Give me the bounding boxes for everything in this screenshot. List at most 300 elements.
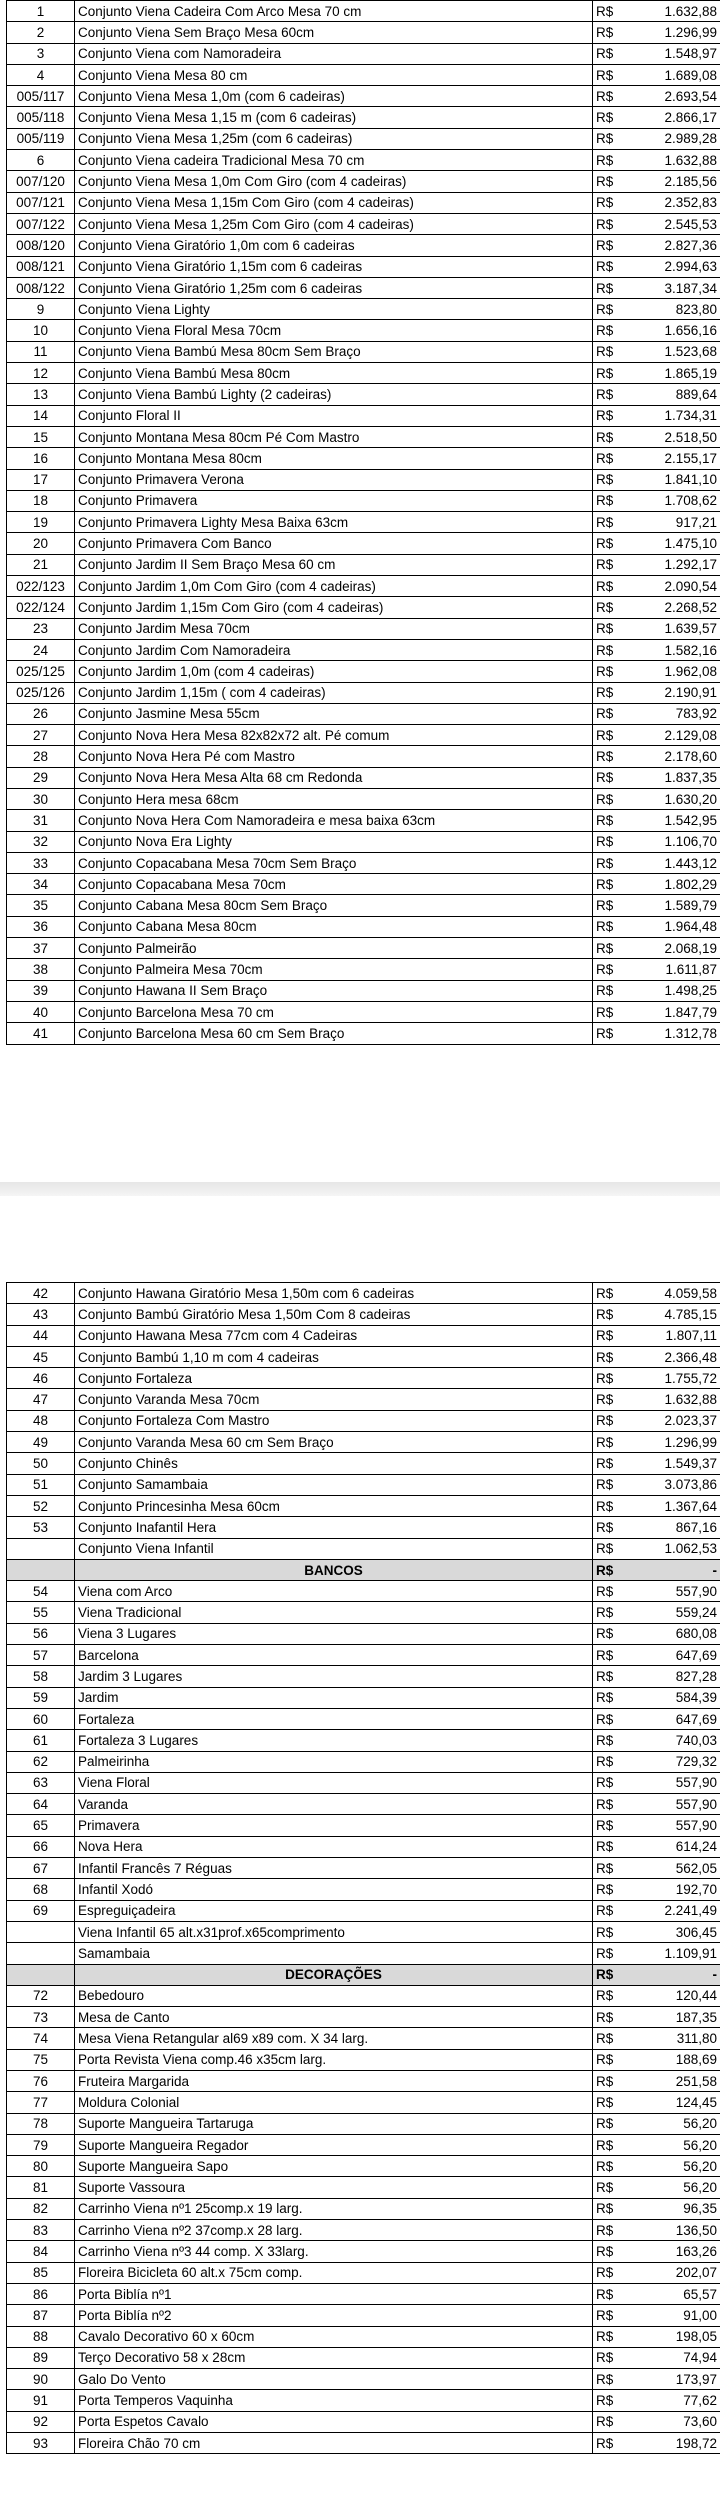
table-row xyxy=(7,1879,720,1900)
currency-symbol: R$ xyxy=(593,2007,621,2028)
item-description: Conjunto Palmeira Mesa 70cm xyxy=(75,959,593,980)
item-code: 92 xyxy=(7,2411,75,2432)
currency-symbol: R$ xyxy=(593,1001,621,1022)
currency-symbol: R$ xyxy=(593,1815,621,1836)
currency-symbol: R$ xyxy=(593,448,621,469)
item-price: 1.109,91 xyxy=(621,1943,720,1964)
currency-symbol: R$ xyxy=(593,2177,621,2198)
item-code: 46 xyxy=(7,1368,75,1389)
item-code: 41 xyxy=(7,1023,75,1044)
item-code: 24 xyxy=(7,639,75,660)
item-description: Jardim xyxy=(75,1687,593,1708)
item-description: Jardim 3 Lugares xyxy=(75,1666,593,1687)
item-description: Conjunto Viena Giratório 1,15m com 6 cadeiras xyxy=(75,256,593,277)
item-code: 82 xyxy=(7,2198,75,2219)
currency-symbol: R$ xyxy=(593,788,621,809)
item-price: 1.292,17 xyxy=(621,554,720,575)
item-price: 1.802,29 xyxy=(621,874,720,895)
item-code: 76 xyxy=(7,2070,75,2091)
item-price: 2.190,91 xyxy=(621,682,720,703)
item-code: 86 xyxy=(7,2283,75,2304)
table-row xyxy=(7,916,720,937)
item-code: 022/123 xyxy=(7,576,75,597)
table-row xyxy=(7,299,720,320)
table-row xyxy=(7,2007,720,2028)
currency-symbol: R$ xyxy=(593,2070,621,2091)
item-price: 1.542,95 xyxy=(621,810,720,831)
item-code: 56 xyxy=(7,1623,75,1644)
table-row xyxy=(7,1815,720,1836)
table-row xyxy=(7,661,720,682)
item-code xyxy=(7,1538,75,1559)
currency-symbol: R$ xyxy=(593,703,621,724)
table-row xyxy=(7,959,720,980)
currency-symbol: R$ xyxy=(593,916,621,937)
item-code: 2 xyxy=(7,22,75,43)
item-code: 93 xyxy=(7,2433,75,2454)
item-description: Porta Revista Viena comp.46 x35cm larg. xyxy=(75,2049,593,2070)
table-row xyxy=(7,2369,720,2390)
item-price: 96,35 xyxy=(621,2198,720,2219)
currency-symbol: R$ xyxy=(593,1943,621,1964)
item-description: Bebedouro xyxy=(75,1985,593,2006)
currency-symbol: R$ xyxy=(593,320,621,341)
item-price: 614,24 xyxy=(621,1836,720,1857)
currency-symbol: R$ xyxy=(593,299,621,320)
currency-symbol: R$ xyxy=(593,1346,621,1367)
item-price: 163,26 xyxy=(621,2241,720,2262)
currency-symbol: R$ xyxy=(593,86,621,107)
currency-symbol: R$ xyxy=(593,128,621,149)
item-price: 1.962,08 xyxy=(621,661,720,682)
table-row xyxy=(7,1623,720,1644)
item-description: Mesa Viena Retangular al69 x89 com. X 34 larg. xyxy=(75,2028,593,2049)
currency-symbol: R$ xyxy=(593,2433,621,2454)
currency-symbol: R$ xyxy=(593,767,621,788)
item-code: 62 xyxy=(7,1751,75,1772)
currency-symbol: R$ xyxy=(593,1304,621,1325)
item-code: 77 xyxy=(7,2092,75,2113)
item-description: Conjunto Primavera Lighty Mesa Baixa 63cm xyxy=(75,512,593,533)
item-price: 311,80 xyxy=(621,2028,720,2049)
item-code: 26 xyxy=(7,703,75,724)
item-code: 42 xyxy=(7,1283,75,1304)
item-description: Terço Decorativo 58 x 28cm xyxy=(75,2347,593,2368)
item-price: 1.106,70 xyxy=(621,831,720,852)
currency-symbol: R$ xyxy=(593,1,621,22)
item-code: 51 xyxy=(7,1474,75,1495)
currency-symbol: R$ xyxy=(593,363,621,384)
table-row xyxy=(7,1772,720,1793)
item-price: 1.312,78 xyxy=(621,1023,720,1044)
item-description: Suporte Mangueira Tartaruga xyxy=(75,2113,593,2134)
table-row xyxy=(7,938,720,959)
table-row xyxy=(7,1304,720,1325)
table-row xyxy=(7,1921,720,1942)
item-description: Conjunto Primavera xyxy=(75,490,593,511)
section-title: BANCOS xyxy=(75,1559,593,1580)
item-price: 2.518,50 xyxy=(621,426,720,447)
currency-symbol: R$ xyxy=(593,831,621,852)
table-row xyxy=(7,1,720,22)
currency-symbol: R$ xyxy=(593,639,621,660)
item-code: 4 xyxy=(7,64,75,85)
item-description: Conjunto Viena Mesa 80 cm xyxy=(75,64,593,85)
item-price: 2.994,63 xyxy=(621,256,720,277)
item-price: 557,90 xyxy=(621,1794,720,1815)
item-code: 47 xyxy=(7,1389,75,1410)
table-row xyxy=(7,810,720,831)
item-description: Conjunto Hawana Giratório Mesa 1,50m com 6 cadeiras xyxy=(75,1283,593,1304)
item-price: 73,60 xyxy=(621,2411,720,2432)
currency-symbol: R$ xyxy=(593,405,621,426)
item-price: 559,24 xyxy=(621,1602,720,1623)
table-row xyxy=(7,725,720,746)
currency-symbol: R$ xyxy=(593,533,621,554)
item-price: 1.632,88 xyxy=(621,150,720,171)
table-row xyxy=(7,22,720,43)
currency-symbol: R$ xyxy=(593,1389,621,1410)
currency-symbol: R$ xyxy=(593,2092,621,2113)
item-price: 1.689,08 xyxy=(621,64,720,85)
page-break xyxy=(0,1120,720,1282)
currency-symbol: R$ xyxy=(593,1687,621,1708)
item-price: 647,69 xyxy=(621,1645,720,1666)
currency-symbol: R$ xyxy=(593,2198,621,2219)
item-price: 1.755,72 xyxy=(621,1368,720,1389)
item-price: 2.178,60 xyxy=(621,746,720,767)
item-code: 21 xyxy=(7,554,75,575)
currency-symbol: R$ xyxy=(593,277,621,298)
item-price: 77,62 xyxy=(621,2390,720,2411)
item-price: 783,92 xyxy=(621,703,720,724)
item-description: Conjunto Viena Bambú Mesa 80cm Sem Braço xyxy=(75,341,593,362)
item-code: 48 xyxy=(7,1410,75,1431)
table-row xyxy=(7,1666,720,1687)
table-row xyxy=(7,1730,720,1751)
table-row xyxy=(7,1645,720,1666)
item-description: Barcelona xyxy=(75,1645,593,1666)
item-description: Conjunto Nova Era Lighty xyxy=(75,831,593,852)
currency-symbol: R$ xyxy=(593,192,621,213)
item-code: 81 xyxy=(7,2177,75,2198)
table-row xyxy=(7,1943,720,1964)
item-code: 54 xyxy=(7,1581,75,1602)
currency-symbol: R$ xyxy=(593,1879,621,1900)
item-price: 1.611,87 xyxy=(621,959,720,980)
table-row xyxy=(7,746,720,767)
table-row xyxy=(7,320,720,341)
item-code: 75 xyxy=(7,2049,75,2070)
item-price: 124,45 xyxy=(621,2092,720,2113)
item-price: 91,00 xyxy=(621,2305,720,2326)
table-row xyxy=(7,1602,720,1623)
item-code: 45 xyxy=(7,1346,75,1367)
item-code: 18 xyxy=(7,490,75,511)
item-description: Fruteira Margarida xyxy=(75,2070,593,2091)
currency-symbol: R$ xyxy=(593,938,621,959)
item-description: Viena Floral xyxy=(75,1772,593,1793)
item-code: 27 xyxy=(7,725,75,746)
item-code: 005/119 xyxy=(7,128,75,149)
item-description: Conjunto Cabana Mesa 80cm Sem Braço xyxy=(75,895,593,916)
item-code: 68 xyxy=(7,1879,75,1900)
item-price: 1.734,31 xyxy=(621,405,720,426)
currency-symbol: R$ xyxy=(593,43,621,64)
table-row xyxy=(7,64,720,85)
item-description: Conjunto Fortaleza xyxy=(75,1368,593,1389)
table-row xyxy=(7,1368,720,1389)
item-code: 55 xyxy=(7,1602,75,1623)
currency-symbol: R$ xyxy=(593,1602,621,1623)
item-code: 44 xyxy=(7,1325,75,1346)
currency-symbol: R$ xyxy=(593,618,621,639)
item-description: Conjunto Nova Hera Pé com Mastro xyxy=(75,746,593,767)
item-price: 2.827,36 xyxy=(621,235,720,256)
item-price: 1.589,79 xyxy=(621,895,720,916)
item-description: Conjunto Jardim 1,15m Com Giro (com 4 cadeiras) xyxy=(75,597,593,618)
currency-symbol: R$ xyxy=(593,1858,621,1879)
currency-symbol: R$ xyxy=(593,725,621,746)
item-description: Conjunto Hawana II Sem Braço xyxy=(75,980,593,1001)
currency-symbol: R$ xyxy=(593,1517,621,1538)
item-price: 1.498,25 xyxy=(621,980,720,1001)
item-description: Varanda xyxy=(75,1794,593,1815)
item-price: 1.475,10 xyxy=(621,533,720,554)
price-table-body xyxy=(7,1,720,1045)
currency-symbol: R$ xyxy=(593,554,621,575)
table-row xyxy=(7,341,720,362)
item-price: 1.865,19 xyxy=(621,363,720,384)
item-description: Conjunto Bambú 1,10 m com 4 cadeiras xyxy=(75,1346,593,1367)
price-table-page-1 xyxy=(6,0,720,1045)
item-price: 2.090,54 xyxy=(621,576,720,597)
item-code: 79 xyxy=(7,2134,75,2155)
item-price: 2.023,37 xyxy=(621,1410,720,1431)
item-code: 38 xyxy=(7,959,75,980)
item-price: - xyxy=(621,1964,720,1985)
table-row xyxy=(7,1410,720,1431)
item-description: Infantil Francês 7 Réguas xyxy=(75,1858,593,1879)
item-description: Carrinho Viena nº3 44 comp. X 33larg. xyxy=(75,2241,593,2262)
item-description: Conjunto Chinês xyxy=(75,1453,593,1474)
item-description: Floreira Chão 70 cm xyxy=(75,2433,593,2454)
item-code: 84 xyxy=(7,2241,75,2262)
section-header-row xyxy=(7,1559,720,1580)
table-row xyxy=(7,1389,720,1410)
item-price: 1.367,64 xyxy=(621,1495,720,1516)
item-code: 73 xyxy=(7,2007,75,2028)
item-code: 43 xyxy=(7,1304,75,1325)
item-description: Suporte Vassoura xyxy=(75,2177,593,2198)
item-code: 59 xyxy=(7,1687,75,1708)
item-price: 889,64 xyxy=(621,384,720,405)
item-description: Conjunto Viena Bambú Mesa 80cm xyxy=(75,363,593,384)
item-description: Conjunto Copacabana Mesa 70cm xyxy=(75,874,593,895)
currency-symbol: R$ xyxy=(593,1900,621,1921)
item-code xyxy=(7,1943,75,1964)
table-row xyxy=(7,1858,720,1879)
item-price: 4.059,58 xyxy=(621,1283,720,1304)
currency-symbol: R$ xyxy=(593,1495,621,1516)
item-code: 63 xyxy=(7,1772,75,1793)
item-code: 74 xyxy=(7,2028,75,2049)
item-code: 35 xyxy=(7,895,75,916)
item-price: 557,90 xyxy=(621,1815,720,1836)
table-row xyxy=(7,2113,720,2134)
item-code: 008/121 xyxy=(7,256,75,277)
item-price: 1.062,53 xyxy=(621,1538,720,1559)
currency-symbol: R$ xyxy=(593,2220,621,2241)
table-row xyxy=(7,490,720,511)
item-description: Conjunto Princesinha Mesa 60cm xyxy=(75,1495,593,1516)
table-row xyxy=(7,426,720,447)
currency-symbol: R$ xyxy=(593,2305,621,2326)
item-price: 1.639,57 xyxy=(621,618,720,639)
currency-symbol: R$ xyxy=(593,895,621,916)
item-description: Porta Espetos Cavalo xyxy=(75,2411,593,2432)
currency-symbol: R$ xyxy=(593,2049,621,2070)
table-row xyxy=(7,86,720,107)
item-description: Conjunto Inafantil Hera xyxy=(75,1517,593,1538)
currency-symbol: R$ xyxy=(593,2390,621,2411)
currency-symbol: R$ xyxy=(593,235,621,256)
item-price: 1.582,16 xyxy=(621,639,720,660)
currency-symbol: R$ xyxy=(593,1794,621,1815)
item-code: 60 xyxy=(7,1708,75,1729)
item-price: 740,03 xyxy=(621,1730,720,1751)
item-description: Suporte Mangueira Sapo xyxy=(75,2156,593,2177)
currency-symbol: R$ xyxy=(593,1730,621,1751)
item-price: 1.632,88 xyxy=(621,1,720,22)
item-code: 025/126 xyxy=(7,682,75,703)
item-code: 28 xyxy=(7,746,75,767)
item-price: 557,90 xyxy=(621,1772,720,1793)
item-price: 1.523,68 xyxy=(621,341,720,362)
item-description: Conjunto Viena Mesa 1,25m (com 6 cadeiras) xyxy=(75,128,593,149)
item-description: Conjunto Barcelona Mesa 60 cm Sem Braço xyxy=(75,1023,593,1044)
item-code: 3 xyxy=(7,43,75,64)
item-code: 89 xyxy=(7,2347,75,2368)
table-row xyxy=(7,363,720,384)
item-description: Conjunto Primavera Verona xyxy=(75,469,593,490)
item-price: 647,69 xyxy=(621,1708,720,1729)
item-description: Conjunto Viena Mesa 1,0m (com 6 cadeiras) xyxy=(75,86,593,107)
item-code xyxy=(7,1964,75,1985)
table-row xyxy=(7,1432,720,1453)
item-code: 69 xyxy=(7,1900,75,1921)
table-row xyxy=(7,576,720,597)
item-description: Samambaia xyxy=(75,1943,593,1964)
item-price: 2.241,49 xyxy=(621,1900,720,1921)
currency-symbol: R$ xyxy=(593,1645,621,1666)
item-code: 9 xyxy=(7,299,75,320)
table-row xyxy=(7,1687,720,1708)
item-description: Conjunto Hera mesa 68cm xyxy=(75,788,593,809)
item-description: Viena 3 Lugares xyxy=(75,1623,593,1644)
table-row xyxy=(7,2347,720,2368)
item-price: 188,69 xyxy=(621,2049,720,2070)
table-row xyxy=(7,1751,720,1772)
item-code: 67 xyxy=(7,1858,75,1879)
price-table-body xyxy=(7,1283,720,2454)
item-code: 58 xyxy=(7,1666,75,1687)
currency-symbol: R$ xyxy=(593,1581,621,1602)
item-code: 37 xyxy=(7,938,75,959)
item-price: 202,07 xyxy=(621,2262,720,2283)
item-description: Conjunto Viena Giratório 1,25m com 6 cadeiras xyxy=(75,277,593,298)
table-row xyxy=(7,1474,720,1495)
table-row xyxy=(7,618,720,639)
item-code: 66 xyxy=(7,1836,75,1857)
table-row xyxy=(7,1453,720,1474)
item-description: Fortaleza 3 Lugares xyxy=(75,1730,593,1751)
item-description: Porta Temperos Vaquinha xyxy=(75,2390,593,2411)
item-price: 120,44 xyxy=(621,1985,720,2006)
table-row xyxy=(7,1794,720,1815)
item-description: Conjunto Samambaia xyxy=(75,1474,593,1495)
item-code: 33 xyxy=(7,852,75,873)
currency-symbol: R$ xyxy=(593,810,621,831)
currency-symbol: R$ xyxy=(593,2369,621,2390)
item-code: 005/118 xyxy=(7,107,75,128)
item-price: 74,94 xyxy=(621,2347,720,2368)
item-description: Conjunto Viena Cadeira Com Arco Mesa 70 cm xyxy=(75,1,593,22)
currency-symbol: R$ xyxy=(593,22,621,43)
table-row xyxy=(7,2305,720,2326)
item-description: Mesa de Canto xyxy=(75,2007,593,2028)
item-code: 005/117 xyxy=(7,86,75,107)
item-code: 36 xyxy=(7,916,75,937)
currency-symbol: R$ xyxy=(593,661,621,682)
item-code: 64 xyxy=(7,1794,75,1815)
table-row xyxy=(7,1283,720,1304)
table-row xyxy=(7,2198,720,2219)
table-row xyxy=(7,1325,720,1346)
item-code: 12 xyxy=(7,363,75,384)
item-description: Conjunto Nova Hera Com Namoradeira e mesa baixa 63cm xyxy=(75,810,593,831)
currency-symbol: R$ xyxy=(593,512,621,533)
item-code: 57 xyxy=(7,1645,75,1666)
currency-symbol: R$ xyxy=(593,980,621,1001)
currency-symbol: R$ xyxy=(593,1410,621,1431)
item-price: 1.443,12 xyxy=(621,852,720,873)
table-row xyxy=(7,43,720,64)
table-row xyxy=(7,2177,720,2198)
item-price: 867,16 xyxy=(621,1517,720,1538)
item-description: Suporte Mangueira Regador xyxy=(75,2134,593,2155)
currency-symbol: R$ xyxy=(593,256,621,277)
table-row xyxy=(7,1581,720,1602)
item-code: 008/120 xyxy=(7,235,75,256)
item-description: Conjunto Varanda Mesa 60 cm Sem Braço xyxy=(75,1432,593,1453)
table-row xyxy=(7,2390,720,2411)
table-row xyxy=(7,2262,720,2283)
currency-symbol: R$ xyxy=(593,2028,621,2049)
item-price: 557,90 xyxy=(621,1581,720,1602)
table-row xyxy=(7,448,720,469)
item-price: 2.068,19 xyxy=(621,938,720,959)
item-description: Conjunto Nova Hera Mesa Alta 68 cm Redonda xyxy=(75,767,593,788)
table-row xyxy=(7,874,720,895)
currency-symbol: R$ xyxy=(593,2134,621,2155)
currency-symbol: R$ xyxy=(593,1623,621,1644)
item-description: Conjunto Jardim Mesa 70cm xyxy=(75,618,593,639)
currency-symbol: R$ xyxy=(593,576,621,597)
currency-symbol: R$ xyxy=(593,426,621,447)
item-description: Conjunto Varanda Mesa 70cm xyxy=(75,1389,593,1410)
item-description: Conjunto Viena Floral Mesa 70cm xyxy=(75,320,593,341)
